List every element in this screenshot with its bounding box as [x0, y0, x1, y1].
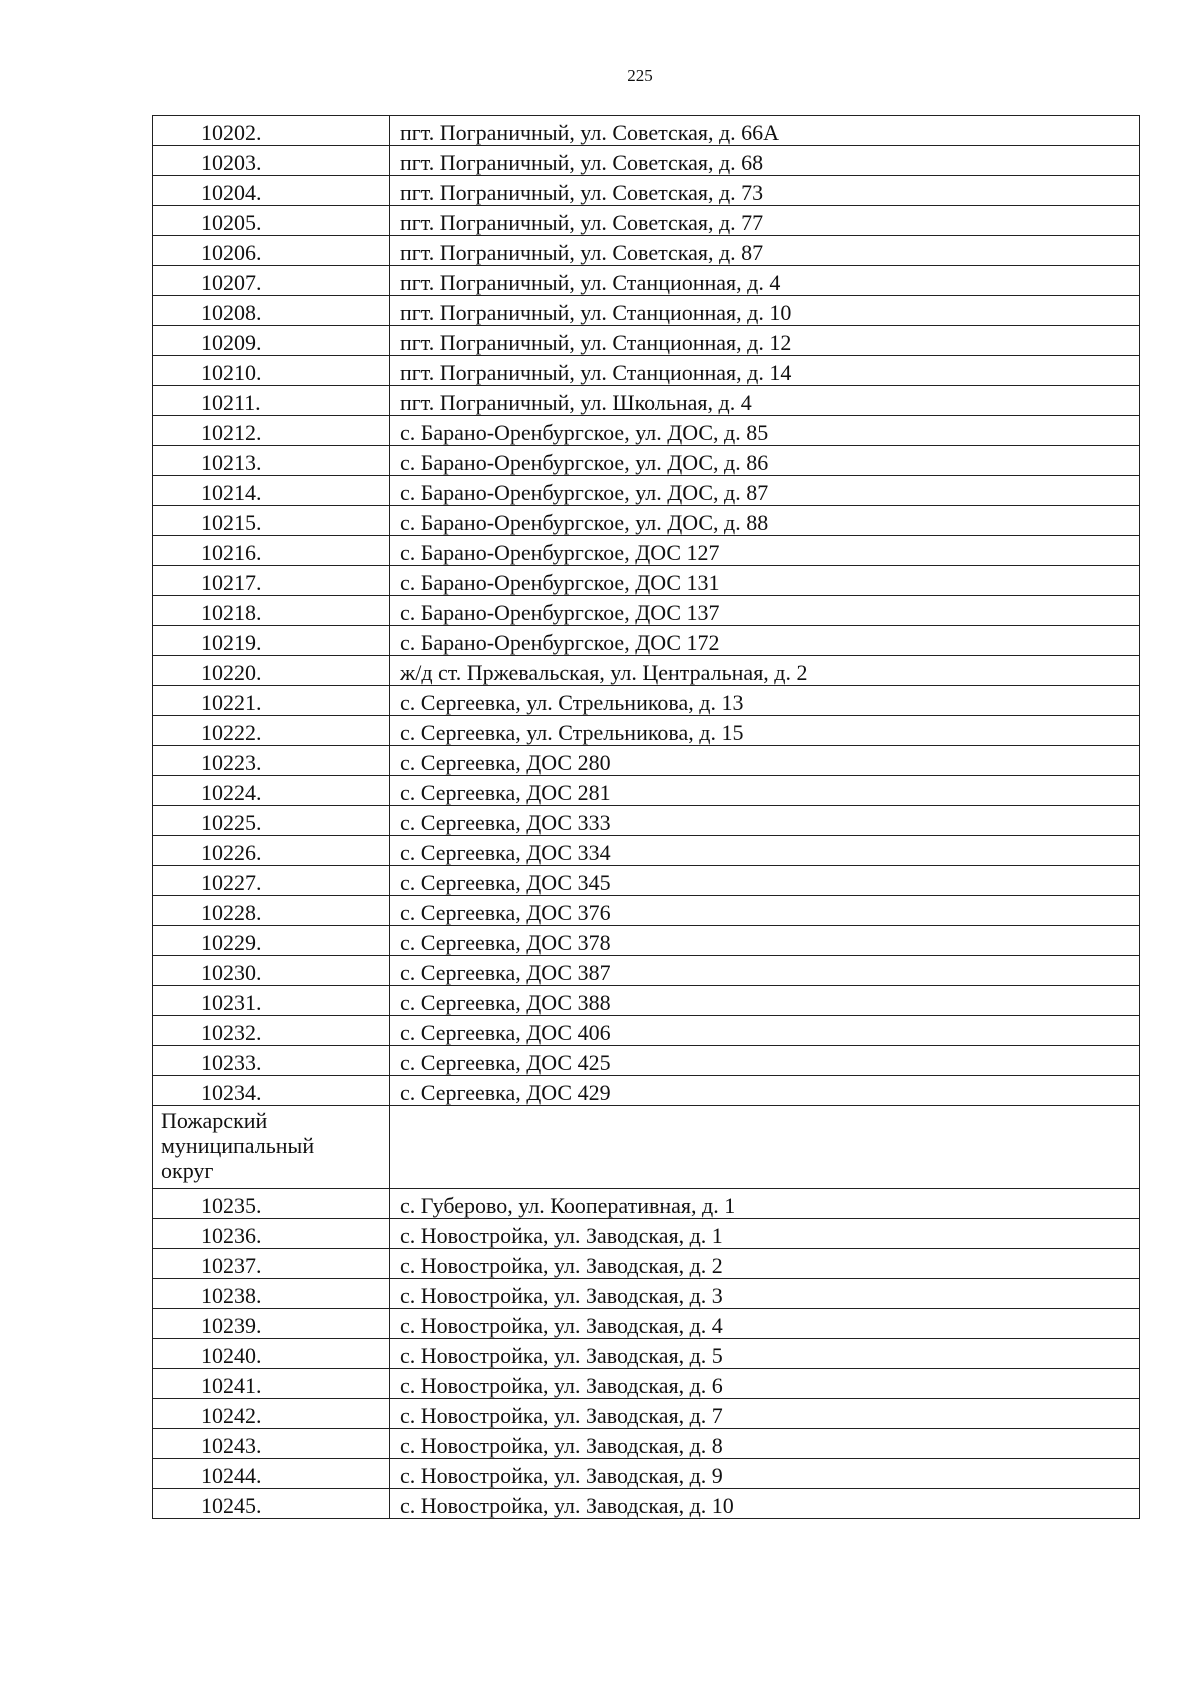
row-address: с. Сергеевка, ул. Стрельникова, д. 13 — [390, 686, 1140, 716]
row-address: с. Новостройка, ул. Заводская, д. 4 — [390, 1309, 1140, 1339]
address-table — [152, 115, 1140, 1519]
table-row — [153, 776, 1140, 806]
row-address: пгт. Пограничный, ул. Советская, д. 73 — [390, 176, 1140, 206]
row-number: 10237. — [153, 1249, 390, 1279]
row-address: с. Новостройка, ул. Заводская, д. 1 — [390, 1219, 1140, 1249]
row-number: 10240. — [153, 1339, 390, 1369]
table-row — [153, 806, 1140, 836]
row-number: 10217. — [153, 566, 390, 596]
row-number: 10243. — [153, 1429, 390, 1459]
row-address: с. Барано-Оренбургское, ул. ДОС, д. 86 — [390, 446, 1140, 476]
row-number: 10210. — [153, 356, 390, 386]
row-address: с. Сергеевка, ДОС 281 — [390, 776, 1140, 806]
table-row — [153, 596, 1140, 626]
row-number: 10245. — [153, 1489, 390, 1519]
row-address: с. Барано-Оренбургское, ул. ДОС, д. 87 — [390, 476, 1140, 506]
table-row — [153, 1046, 1140, 1076]
row-number: 10213. — [153, 446, 390, 476]
table-row — [153, 296, 1140, 326]
section-label-line: округ — [161, 1158, 214, 1183]
table-row — [153, 566, 1140, 596]
row-address: с. Новостройка, ул. Заводская, д. 8 — [390, 1429, 1140, 1459]
row-number: 10231. — [153, 986, 390, 1016]
row-number: 10221. — [153, 686, 390, 716]
section-label-line: Пожарский — [161, 1108, 268, 1133]
row-number: 10216. — [153, 536, 390, 566]
table-row — [153, 1189, 1140, 1219]
row-address: с. Барано-Оренбургское, ДОС 137 — [390, 596, 1140, 626]
row-address: с. Сергеевка, ДОС 425 — [390, 1046, 1140, 1076]
table-row — [153, 476, 1140, 506]
row-address: пгт. Пограничный, ул. Советская, д. 77 — [390, 206, 1140, 236]
row-number: 10205. — [153, 206, 390, 236]
row-address: с. Новостройка, ул. Заводская, д. 7 — [390, 1399, 1140, 1429]
row-address: с. Новостройка, ул. Заводская, д. 3 — [390, 1279, 1140, 1309]
section-row — [153, 1106, 1140, 1189]
table-row — [153, 716, 1140, 746]
row-address: с. Сергеевка, ул. Стрельникова, д. 15 — [390, 716, 1140, 746]
table-row — [153, 836, 1140, 866]
table-row — [153, 866, 1140, 896]
table-row — [153, 326, 1140, 356]
table-row — [153, 1489, 1140, 1519]
table-row — [153, 146, 1140, 176]
table-row — [153, 1429, 1140, 1459]
row-number: 10232. — [153, 1016, 390, 1046]
table-row — [153, 986, 1140, 1016]
row-address: пгт. Пограничный, ул. Станционная, д. 10 — [390, 296, 1140, 326]
row-number: 10219. — [153, 626, 390, 656]
row-number: 10211. — [153, 386, 390, 416]
table-row — [153, 1219, 1140, 1249]
table-row — [153, 956, 1140, 986]
section-label-line: муниципальный — [161, 1133, 315, 1158]
row-number: 10227. — [153, 866, 390, 896]
row-number: 10214. — [153, 476, 390, 506]
row-number: 10223. — [153, 746, 390, 776]
row-number: 10230. — [153, 956, 390, 986]
table-row — [153, 356, 1140, 386]
row-address: с. Сергеевка, ДОС 334 — [390, 836, 1140, 866]
row-address: с. Сергеевка, ДОС 345 — [390, 866, 1140, 896]
row-address: с. Сергеевка, ДОС 429 — [390, 1076, 1140, 1106]
row-number: 10224. — [153, 776, 390, 806]
address-table-body — [153, 116, 1140, 1519]
row-address: с. Барано-Оренбургское, ДОС 127 — [390, 536, 1140, 566]
table-row — [153, 1279, 1140, 1309]
row-address: с. Новостройка, ул. Заводская, д. 2 — [390, 1249, 1140, 1279]
table-row — [153, 266, 1140, 296]
table-row — [153, 236, 1140, 266]
section-label — [153, 1106, 390, 1189]
table-row — [153, 1339, 1140, 1369]
table-row — [153, 386, 1140, 416]
row-number: 10220. — [153, 656, 390, 686]
row-number: 10203. — [153, 146, 390, 176]
table-row — [153, 926, 1140, 956]
page-number: 225 — [627, 66, 653, 85]
row-address: с. Новостройка, ул. Заводская, д. 5 — [390, 1339, 1140, 1369]
row-address: пгт. Пограничный, ул. Советская, д. 66А — [390, 116, 1140, 146]
row-address: пгт. Пограничный, ул. Станционная, д. 14 — [390, 356, 1140, 386]
row-number: 10238. — [153, 1279, 390, 1309]
table-row — [153, 626, 1140, 656]
table-row — [153, 416, 1140, 446]
table-row — [153, 446, 1140, 476]
table-row — [153, 686, 1140, 716]
row-address: пгт. Пограничный, ул. Советская, д. 68 — [390, 146, 1140, 176]
table-row — [153, 1369, 1140, 1399]
section-empty-cell — [390, 1106, 1140, 1189]
row-number: 10239. — [153, 1309, 390, 1339]
row-number: 10202. — [153, 116, 390, 146]
table-row — [153, 1076, 1140, 1106]
row-number: 10207. — [153, 266, 390, 296]
row-address: с. Сергеевка, ДОС 388 — [390, 986, 1140, 1016]
row-number: 10208. — [153, 296, 390, 326]
row-number: 10209. — [153, 326, 390, 356]
row-number: 10242. — [153, 1399, 390, 1429]
table-row — [153, 1016, 1140, 1046]
row-address: с. Сергеевка, ДОС 378 — [390, 926, 1140, 956]
row-number: 10234. — [153, 1076, 390, 1106]
table-row — [153, 1459, 1140, 1489]
row-address: с. Губерово, ул. Кооперативная, д. 1 — [390, 1189, 1140, 1219]
table-row — [153, 176, 1140, 206]
row-number: 10244. — [153, 1459, 390, 1489]
table-row — [153, 1249, 1140, 1279]
row-number: 10241. — [153, 1369, 390, 1399]
row-address: с. Новостройка, ул. Заводская, д. 6 — [390, 1369, 1140, 1399]
row-number: 10236. — [153, 1219, 390, 1249]
row-number: 10226. — [153, 836, 390, 866]
row-address: пгт. Пограничный, ул. Школьная, д. 4 — [390, 386, 1140, 416]
row-address: с. Сергеевка, ДОС 333 — [390, 806, 1140, 836]
row-number: 10222. — [153, 716, 390, 746]
table-row — [153, 206, 1140, 236]
row-address: с. Новостройка, ул. Заводская, д. 10 — [390, 1489, 1140, 1519]
row-number: 10204. — [153, 176, 390, 206]
table-row — [153, 896, 1140, 926]
row-number: 10235. — [153, 1189, 390, 1219]
row-address: с. Сергеевка, ДОС 406 — [390, 1016, 1140, 1046]
row-number: 10206. — [153, 236, 390, 266]
row-address: с. Новостройка, ул. Заводская, д. 9 — [390, 1459, 1140, 1489]
row-number: 10228. — [153, 896, 390, 926]
row-number: 10233. — [153, 1046, 390, 1076]
table-row — [153, 656, 1140, 686]
table-row — [153, 116, 1140, 146]
table-row — [153, 1399, 1140, 1429]
table-row — [153, 746, 1140, 776]
row-address: с. Сергеевка, ДОС 387 — [390, 956, 1140, 986]
row-address: ж/д ст. Пржевальская, ул. Центральная, д. 2 — [390, 656, 1140, 686]
row-address: с. Барано-Оренбургское, ул. ДОС, д. 85 — [390, 416, 1140, 446]
row-number: 10229. — [153, 926, 390, 956]
row-address: с. Сергеевка, ДОС 376 — [390, 896, 1140, 926]
row-address: пгт. Пограничный, ул. Станционная, д. 4 — [390, 266, 1140, 296]
table-row — [153, 506, 1140, 536]
row-address: с. Сергеевка, ДОС 280 — [390, 746, 1140, 776]
row-address: пгт. Пограничный, ул. Станционная, д. 12 — [390, 326, 1140, 356]
row-number: 10218. — [153, 596, 390, 626]
row-address: с. Барано-Оренбургское, ДОС 172 — [390, 626, 1140, 656]
row-address: с. Барано-Оренбургское, ул. ДОС, д. 88 — [390, 506, 1140, 536]
row-number: 10212. — [153, 416, 390, 446]
row-address: с. Барано-Оренбургское, ДОС 131 — [390, 566, 1140, 596]
table-row — [153, 536, 1140, 566]
table-row — [153, 1309, 1140, 1339]
row-number: 10215. — [153, 506, 390, 536]
row-address: пгт. Пограничный, ул. Советская, д. 87 — [390, 236, 1140, 266]
row-number: 10225. — [153, 806, 390, 836]
